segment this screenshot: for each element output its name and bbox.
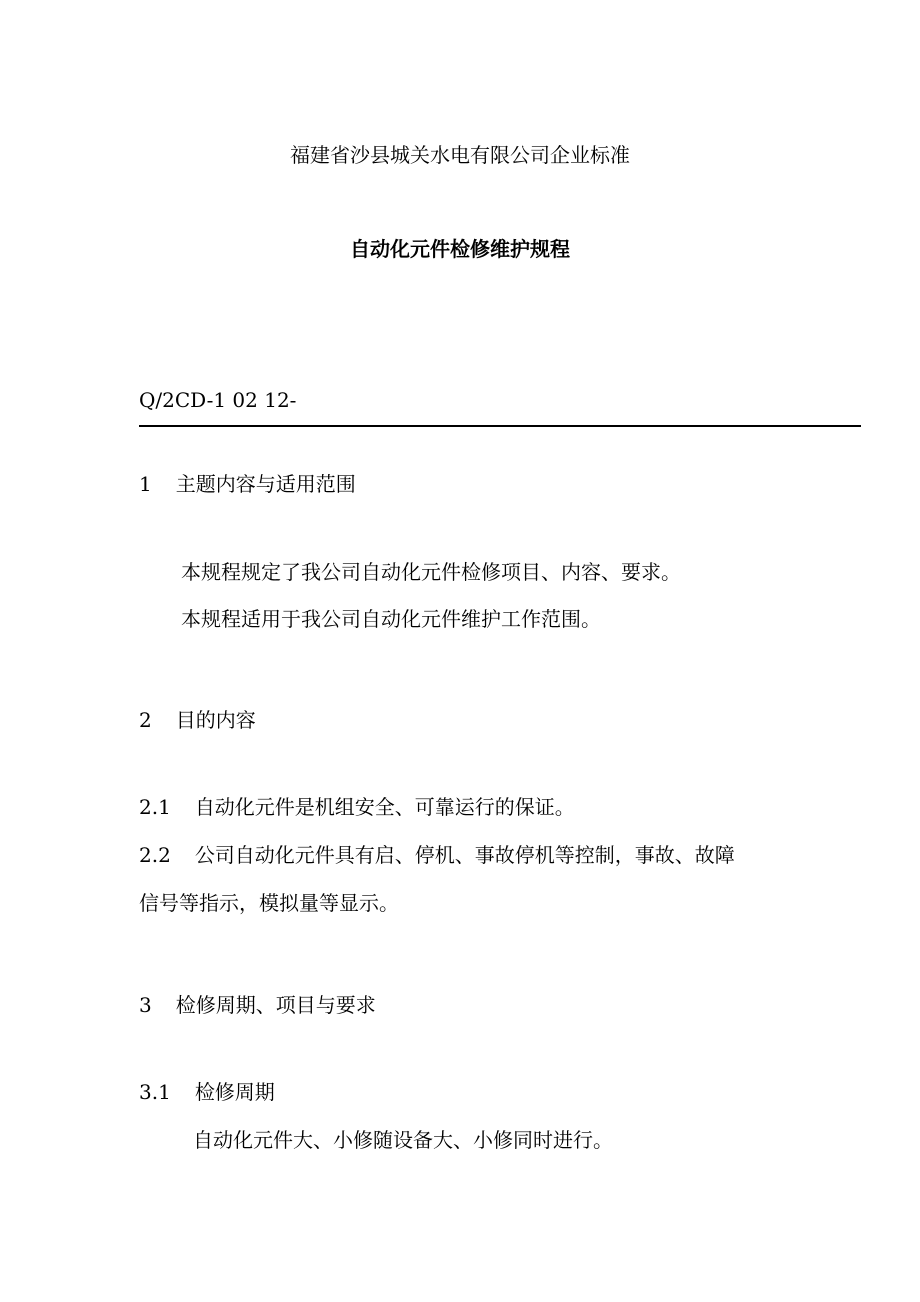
section-1-paragraph-2: 本规程适用于我公司自动化元件维护工作范围。 [181, 607, 601, 631]
header-divider [139, 425, 861, 427]
section-2-heading [139, 710, 256, 730]
item-text: 自动化元件是机组安全、可靠运行的保证。 [194, 795, 575, 819]
section-title: 检修周期、项目与要求 [175, 993, 376, 1017]
document-number: Q/2CD-1 02 12- [139, 388, 297, 412]
item-3-1 [139, 1082, 275, 1102]
section-1-heading [139, 474, 356, 494]
item-number: 3.1 [139, 1080, 171, 1104]
company-standard-heading: 福建省沙县城关水电有限公司企业标准 [290, 143, 630, 167]
section-1-paragraph-1: 本规程规定了我公司自动化元件检修项目、内容、要求。 [181, 560, 681, 584]
section-number: 1 [139, 472, 152, 496]
item-3-1-text: 自动化元件大、小修随设备大、小修同时进行。 [193, 1128, 613, 1152]
item-2-2 [139, 845, 735, 865]
document-title: 自动化元件检修维护规程 [350, 237, 570, 261]
item-2-2-continuation: 信号等指示，模拟量等显示。 [139, 891, 399, 915]
section-3-heading [139, 995, 376, 1015]
item-number: 2.2 [139, 843, 171, 867]
section-title: 主题内容与适用范围 [175, 472, 356, 496]
section-title: 目的内容 [175, 708, 256, 732]
section-number: 2 [139, 708, 152, 732]
item-text: 公司自动化元件具有启、停机、事故停机等控制，事故、故障 [194, 843, 735, 867]
item-number: 2.1 [139, 795, 171, 819]
section-number: 3 [139, 993, 152, 1017]
item-2-1 [139, 797, 575, 817]
item-heading: 检修周期 [194, 1080, 275, 1104]
